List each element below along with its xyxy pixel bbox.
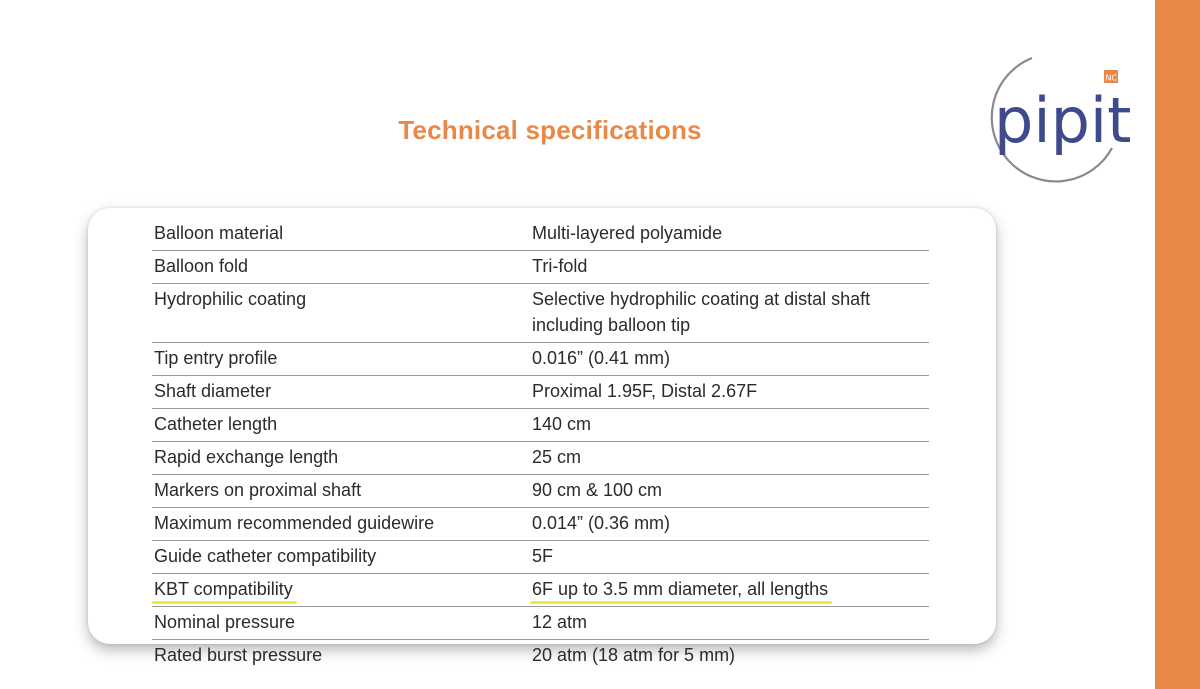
spec-label: Balloon fold <box>152 251 532 284</box>
table-row <box>152 409 929 442</box>
spec-label: Markers on proximal shaft <box>152 475 532 508</box>
spec-value: 20 atm (18 atm for 5 mm) <box>532 645 736 665</box>
table-row <box>152 218 929 251</box>
spec-label: Rated burst pressure <box>154 645 323 665</box>
highlighted-label: KBT compatibility <box>154 576 293 602</box>
spec-table <box>152 218 929 672</box>
spec-label: Guide catheter compatibility <box>152 541 532 574</box>
spec-label: Nominal pressure <box>152 607 532 640</box>
spec-value: 5F <box>532 541 929 574</box>
table-row <box>152 376 929 409</box>
page-title: Technical specifications <box>398 115 702 145</box>
pipit-nc-logo <box>962 50 1142 190</box>
spec-label: Shaft diameter <box>152 376 532 409</box>
table-row <box>152 251 929 284</box>
spec-value: Multi-layered polyamide <box>532 218 929 251</box>
spec-value <box>532 574 929 607</box>
spec-value: 0.016” (0.41 mm) <box>532 343 929 376</box>
logo-wordmark: pipit <box>994 84 1132 157</box>
logo-badge: NC <box>1105 73 1118 83</box>
spec-value: 12 atm <box>532 607 929 640</box>
orange-side-bar <box>1155 0 1200 689</box>
table-row <box>152 343 929 376</box>
spec-value: 25 cm <box>532 442 929 475</box>
table-row <box>152 541 929 574</box>
table-row <box>152 508 929 541</box>
table-row <box>152 284 929 343</box>
spec-value: Selective hydrophilic coating at distal shaft including balloon tip <box>532 284 929 343</box>
spec-value: 0.014” (0.36 mm) <box>532 508 929 541</box>
table-row <box>152 442 929 475</box>
spec-label: Tip entry profile <box>152 343 532 376</box>
highlighted-value: 6F up to 3.5 mm diameter, all lengths <box>532 576 828 602</box>
spec-value: 140 cm <box>532 409 929 442</box>
spec-label: Maximum recommended guidewire <box>152 508 532 541</box>
table-row <box>152 640 929 673</box>
table-row <box>152 607 929 640</box>
spec-label: Rapid exchange length <box>152 442 532 475</box>
table-row <box>152 475 929 508</box>
spec-value: Tri-fold <box>532 251 929 284</box>
spec-label: Balloon material <box>152 218 532 251</box>
spec-label: Hydrophilic coating <box>152 284 532 343</box>
spec-value: 90 cm & 100 cm <box>532 475 929 508</box>
spec-label: Catheter length <box>152 409 532 442</box>
table-row-highlighted <box>152 574 929 607</box>
spec-value: Proximal 1.95F, Distal 2.67F <box>532 376 929 409</box>
spec-label <box>152 574 532 607</box>
